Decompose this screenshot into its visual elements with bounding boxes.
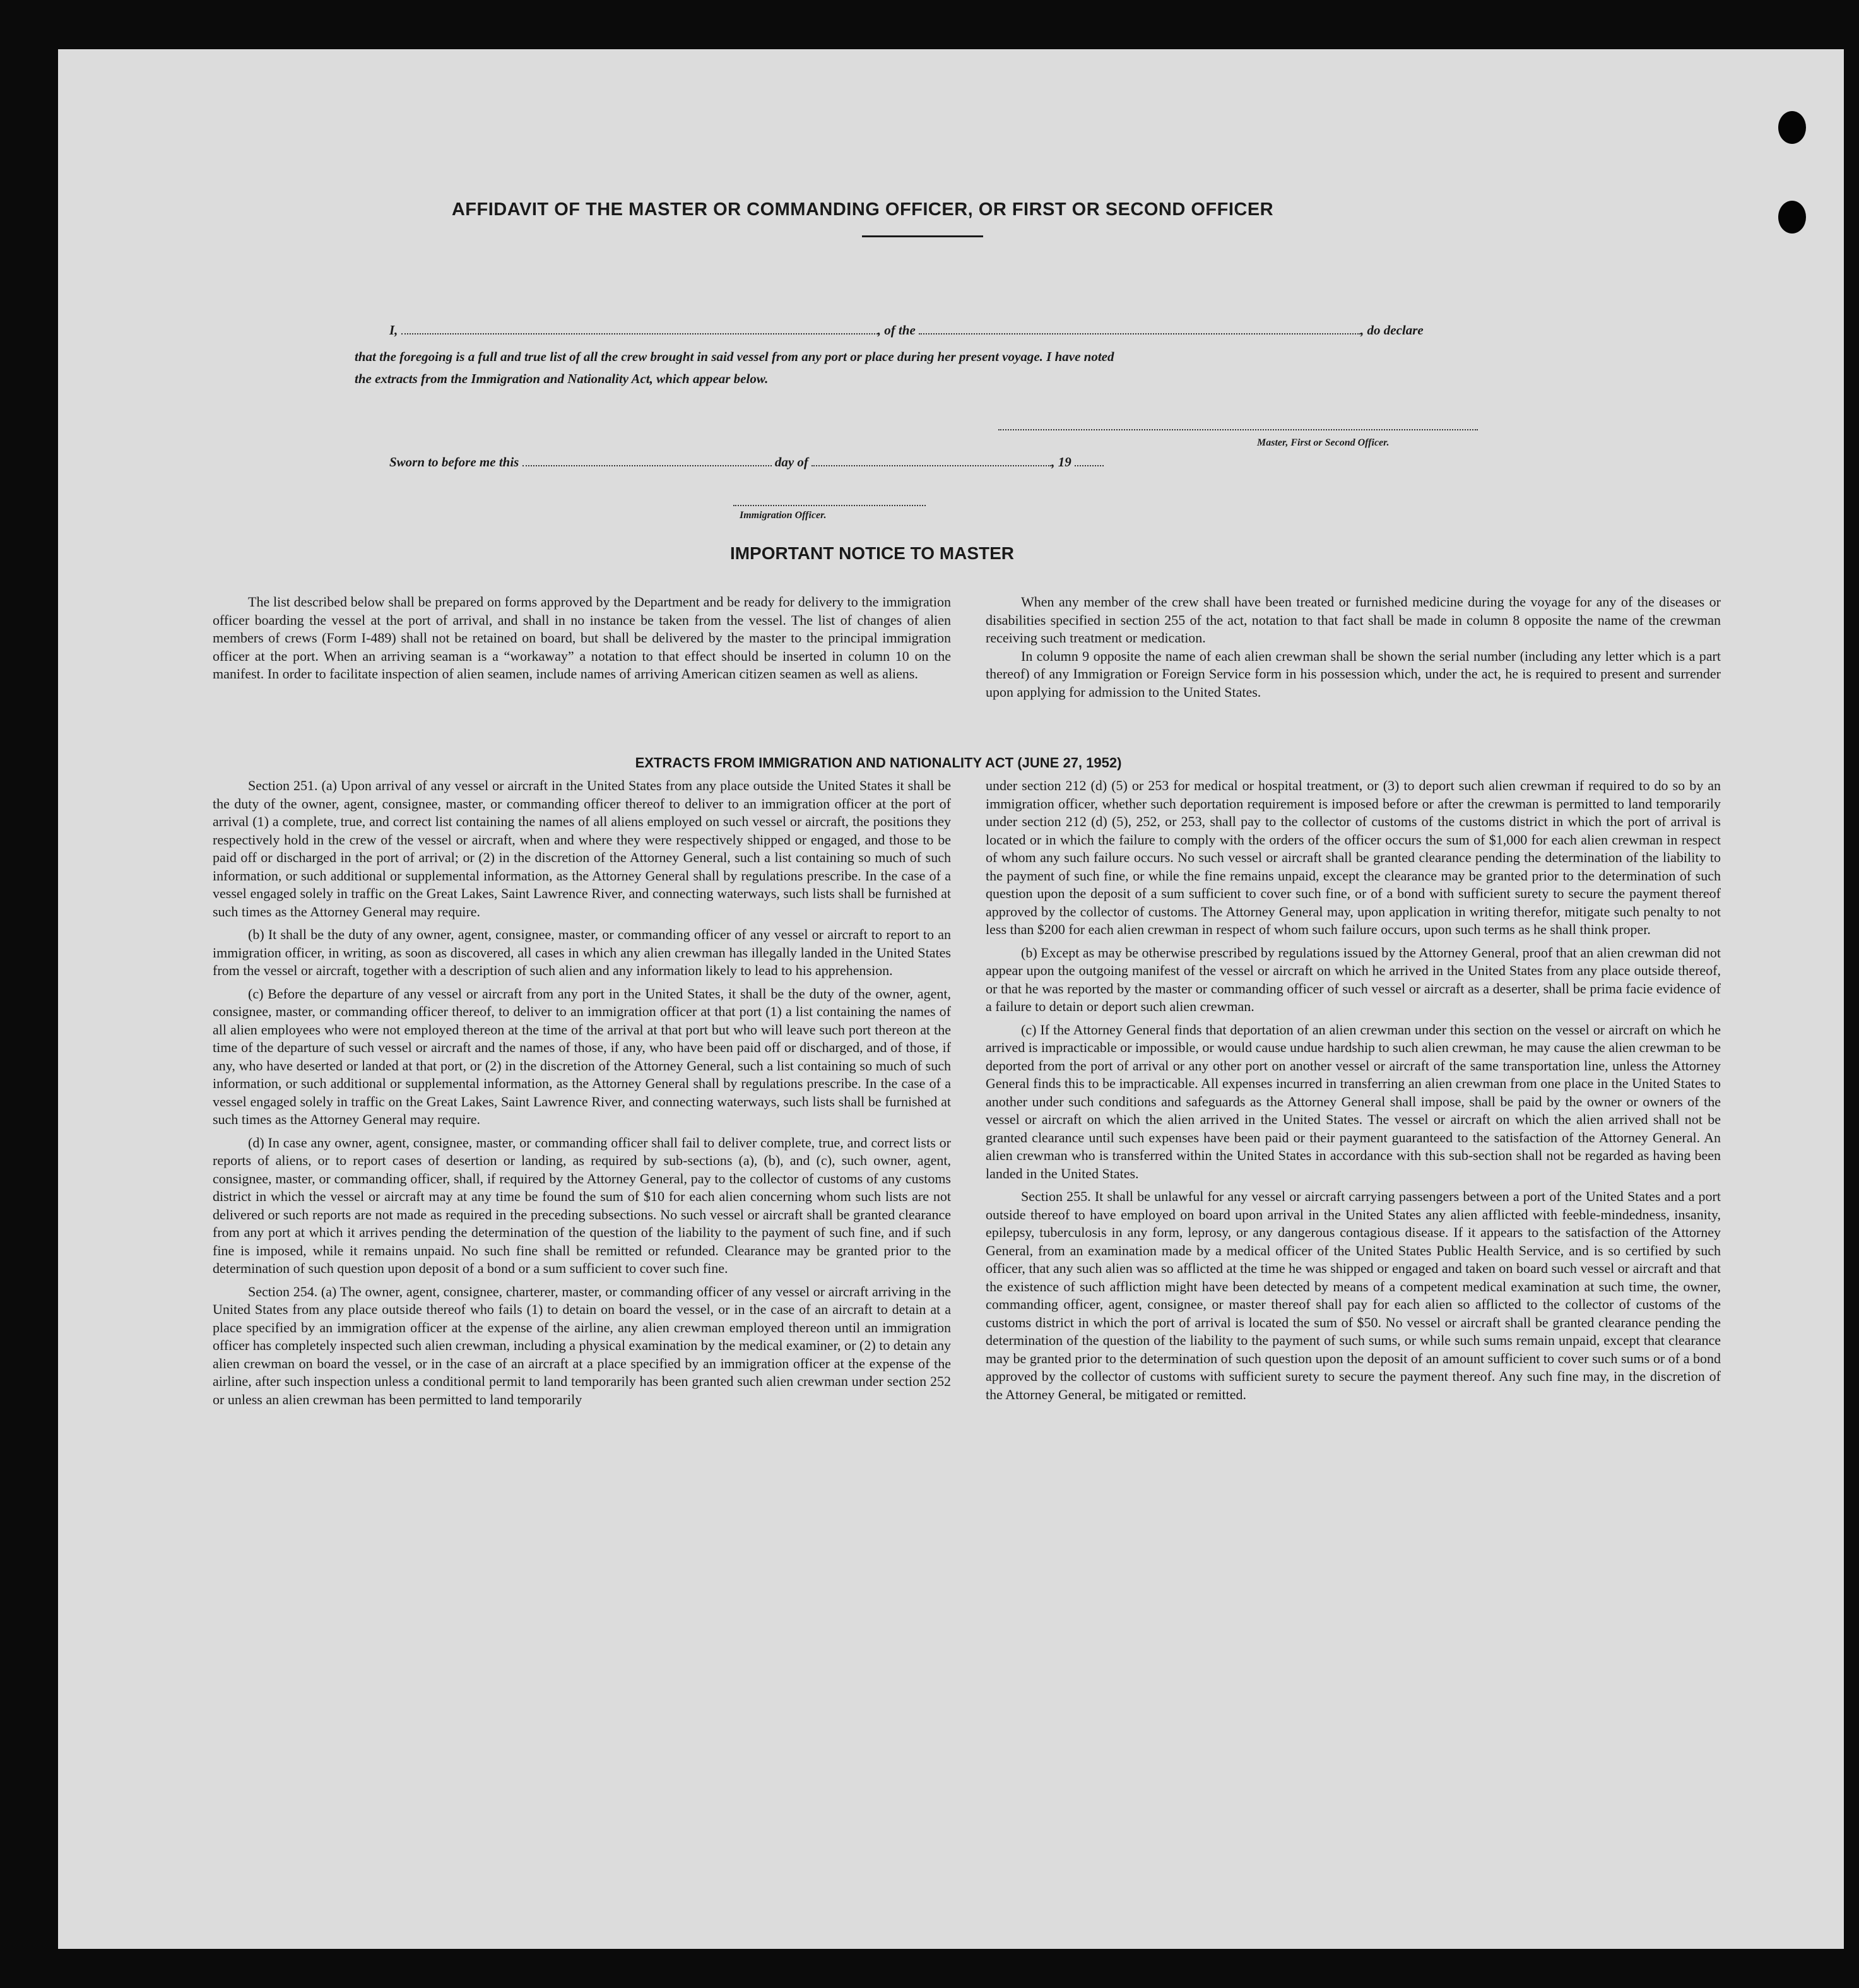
vessel-blank — [919, 323, 1360, 334]
name-blank — [401, 323, 878, 334]
affidavit-i: I, — [389, 322, 398, 338]
immigration-officer-label: Immigration Officer. — [740, 510, 827, 521]
notice-right-paragraph-1: When any member of the crew shall have been treated or furnished medicine during the voyage for any of the diseases or disabilities specified in section 255 of the act, notation to that fact shall be made in column 8 opposite the name of the crewman receiving such treatment or medication. — [986, 594, 1721, 646]
affidavit-line-2: that the foregoing is a full and true list of all the crew brought in said vessel from any port or place during her present voyage. I have noted — [355, 349, 1114, 364]
extracts-title: EXTRACTS FROM IMMIGRATION AND NATIONALITY ACT (JUNE 27, 1952) — [635, 755, 1122, 771]
sworn-line — [389, 454, 1104, 470]
sworn-label: Sworn to before me this — [389, 454, 519, 470]
section-255: Section 255. It shall be unlawful for any vessel or aircraft carrying passengers between a port of the United States and a port outside thereof to have employed on board upon arrival in the United States any alien afflicted with feeble-mindedness, insanity, epilepsy, tuberculosis in any form, leprosy, or any dangerous contagious disease. If it appears to the satisfaction of the Attorney General, from an examination made by a medical officer of the United States Public Health Service, and is so certified by such officer, that any such alien was so afflicted at the time he was shipped or engaged and taken on board such vessel or aircraft and that the existence of such affliction might have been detected by means of a competent medical examination at such time, the owner, commanding officer, agent, consignee, or master thereof shall pay for each alien so afflicted to the collector of customs of the customs district in which the port of arrival is located the sum of $50. No vessel or aircraft shall be granted clearance pending the determination of the question of the liability to the payment of such sums, or while such sums remain unpaid, except that clearance may be granted prior to the determination of such question upon the deposit of an amount sufficient to cover such sums or of a bond approved by the collector of customs with sufficient surety to secure the payment thereof. Any such fine may, in the discretion of the Attorney General, be mitigated or remitted. — [986, 1188, 1721, 1402]
affidavit-declare: , do declare — [1360, 322, 1424, 338]
section-251-c: (c) Before the departure of any vessel or aircraft from any port in the United States, it shall be the duty of the owner, agent, consignee, master, or commanding officer thereof, to deliver to an immigration officer at that port (1) a list containing the names of all alien employees who were not employed thereon at the time of the arrival at that port but who will leave such port thereon at the time of the departure of such vessel or aircraft and the names of those, if any, who have been paid off or discharged, and of those, if any, who have deserted or landed at that port, or (2) in the discretion of the Attorney General, such a list containing so much of such information, or such additional or supplemental information, as the Attorney General shall by regulations prescribe. In the case of a vessel engaged solely in traffic on the Great Lakes, Saint Lawrence River, and connecting waterways, such lists shall be furnished at such times as the Attorney General may require. — [213, 985, 951, 1127]
day-of-label: day of — [774, 454, 808, 470]
section-254-a-continued: under section 212 (d) (5) or 253 for medical or hospital treatment, or (3) to deport such alien crewman if required to do so by an immigration officer, whether such deportation requirement is imposed before or after the crewman is permitted to land temporarily under section 212 (d) (5), 252, or 253, shall pay to the collector of customs of the customs district in which the port of arrival is located or in which the failure to comply with the orders of the officer occurs the sum of $1,000 for each alien crewman in respect of whom any such failure occurs. No such vessel or aircraft shall be granted clearance pending the determination of the liability to the payment of such fine, or while the fine remains unpaid, except the clearance may be granted prior to the determination of such question upon the deposit of a sum sufficient to cover such fine, or of a bond with sufficient surety to secure the payment thereof approved by the collector of customs. The Attorney General may, upon application in writing therefor, mitigate such penalty to not less than $200 for each alien crewman in respect of whom such failure occurs, upon such terms as he shall think proper. — [986, 778, 1721, 937]
punch-hole-top — [1778, 111, 1806, 144]
section-251-b: (b) It shall be the duty of any owner, agent, consignee, master, or commanding officer of any vessel or aircraft to report to an immigration officer, in writing, as soon as discovered, all cases in which any alien crewman has illegally landed in the United States from the vessel or aircraft, together with a description of such alien and any information likely to lead to his apprehension. — [213, 926, 951, 978]
affidavit-line-3: the extracts from the Immigration and Nationality Act, which appear below. — [355, 371, 769, 386]
sworn-day-blank — [522, 455, 772, 466]
notice-title: IMPORTANT NOTICE TO MASTER — [729, 543, 1015, 563]
punch-hole-bottom — [1778, 201, 1806, 234]
document-page — [58, 49, 1844, 1949]
notice-left-paragraph: The list described below shall be prepared on forms approved by the Department and be ready for delivery to the immigration officer boarding the vessel at the port of arrival, and shall in no instance be taken from the vessel. The list of changes of alien members of crews (Form I-489) shall not be retained on board, but shall be delivered by the master to the principal immigration officer at the port. When an arriving seaman is a “workaway” a notation to that effect should be inserted in column 10 on the manifest. In order to facilitate inspection of alien seamen, include names of arriving American citizen seamen as well as aliens. — [213, 594, 951, 682]
sworn-month-blank — [811, 455, 1051, 466]
section-254-b: (b) Except as may be otherwise prescribed by regulations issued by the Attorney General, proof that an alien crewman did not appear upon the outgoing manifest of the vessel or aircraft on which he arrived in the United States from any place outside thereof, or that he was reported by the master or commanding officer of such vessel or aircraft as a deserter, shall be prima facie evidence of a failure to detain or deport such alien crewman. — [986, 944, 1721, 1014]
master-signature-label: Master, First or Second Officer. — [1257, 437, 1390, 448]
extracts-right-column — [986, 777, 1721, 1409]
immigration-officer-blank — [733, 495, 926, 509]
notice-right-column — [986, 593, 1721, 701]
affidavit-title: AFFIDAVIT OF THE MASTER OR COMMANDING OFFICER, OR FIRST OR SECOND OFFICER — [451, 199, 1274, 220]
notice-right-paragraph-2: In column 9 opposite the name of each alien crewman shall be shown the serial number (including any letter which is a part thereof) of any Immigration or Foreign Service form in his possession which, under the act, he is required to present and surrender upon applying for admission to the United States. — [986, 648, 1721, 700]
affidavit-title-rule — [862, 235, 983, 237]
section-251-a: Section 251. (a) Upon arrival of any vessel or aircraft in the United States from any place outside the United States it shall be the duty of the owner, agent, consignee, master, or commanding officer thereof to deliver to an immigration officer at the port of arrival (1) a complete, true, and correct list containing the names of all aliens employed on such vessel or aircraft, the positions they respectively hold in the crew of the vessel or aircraft, when and where they were respectively shipped or engaged, and those to be paid off or discharged in the port of arrival; or (2) in the discretion of the Attorney General, such a list containing so much of such information, or such additional or supplemental information, as the Attorney General shall by regulations prescribe. In the case of a vessel engaged solely in traffic on the Great Lakes, Saint Lawrence River, and connecting waterways, such lists shall be furnished at such times as the Attorney General may require. — [213, 778, 951, 920]
year-label: , 19 — [1051, 454, 1071, 470]
affidavit-of-the: , of the — [877, 322, 916, 338]
section-251-d: (d) In case any owner, agent, consignee, master, or commanding officer shall fail to deliver complete, true, and correct lists or reports of aliens, or to report cases of desertion or landing, as required by sub-sections (a), (b), and (c), such owner, agent, consignee, master, or commanding officer, shall, if required by the Attorney General, pay to the collector of customs of any customs district in which the vessel or aircraft may at any time be found the sum of $10 for each alien concerning whom such lists are not delivered or such reports are not made as required in the preceding subsections. No such vessel or aircraft shall be granted clearance from any port at which it arrives pending the determination of the question of the liability to the payment of such fine, and if such fine is imposed, while it remains unpaid. No such fine shall be remitted or refunded. Clearance may be granted prior to the determination of such question upon deposit of a bond or a sum sufficient to cover such fine. — [213, 1134, 951, 1276]
section-254-a: Section 254. (a) The owner, agent, consignee, charterer, master, or commanding officer of any vessel or aircraft arriving in the United States from any place outside thereof who fails (1) to detain on board the vessel, or in the case of an aircraft to detain at a place specified by an immigration officer at the expense of the airline, any alien crewman employed thereon until an immigration officer has completely inspected such alien crewman, including a physical examination by the medical examiner, or (2) to detain any alien crewman on board the vessel, or in the case of an aircraft at a place specified by an immigration officer at the expense of the airline, after such inspection unless a conditional permit to land temporarily has been granted such alien crewman under section 252 or unless an alien crewman has been permitted to land temporarily — [213, 1283, 951, 1407]
master-signature-blank — [998, 419, 1478, 434]
sworn-year-blank — [1075, 455, 1104, 466]
section-254-c: (c) If the Attorney General finds that deportation of an alien crewman under this section on the vessel or aircraft on which he arrived is impracticable or impossible, or would cause undue hardship to such alien crewman, he may cause the alien crewman to be deported from the port of arrival or any other port on another vessel or aircraft of the same transportation line, unless the Attorney General finds this to be impracticable. All expenses incurred in transferring an alien crewman from one place in the United States to another under such conditions and safeguards as the Attorney General shall impose, shall be paid by the owner or owners of the vessel or aircraft on which the alien arrived in the United States. The vessel or aircraft on which the alien arrived shall not be granted clearance until such expenses have been paid or their payment guaranteed to the satisfaction of the Attorney General. An alien crewman who is transferred within the United States in accordance with this sub-section shall not be regarded as having been landed in the United States. — [986, 1021, 1721, 1181]
extracts-left-column — [213, 777, 951, 1414]
affidavit-line-1 — [389, 322, 1424, 338]
